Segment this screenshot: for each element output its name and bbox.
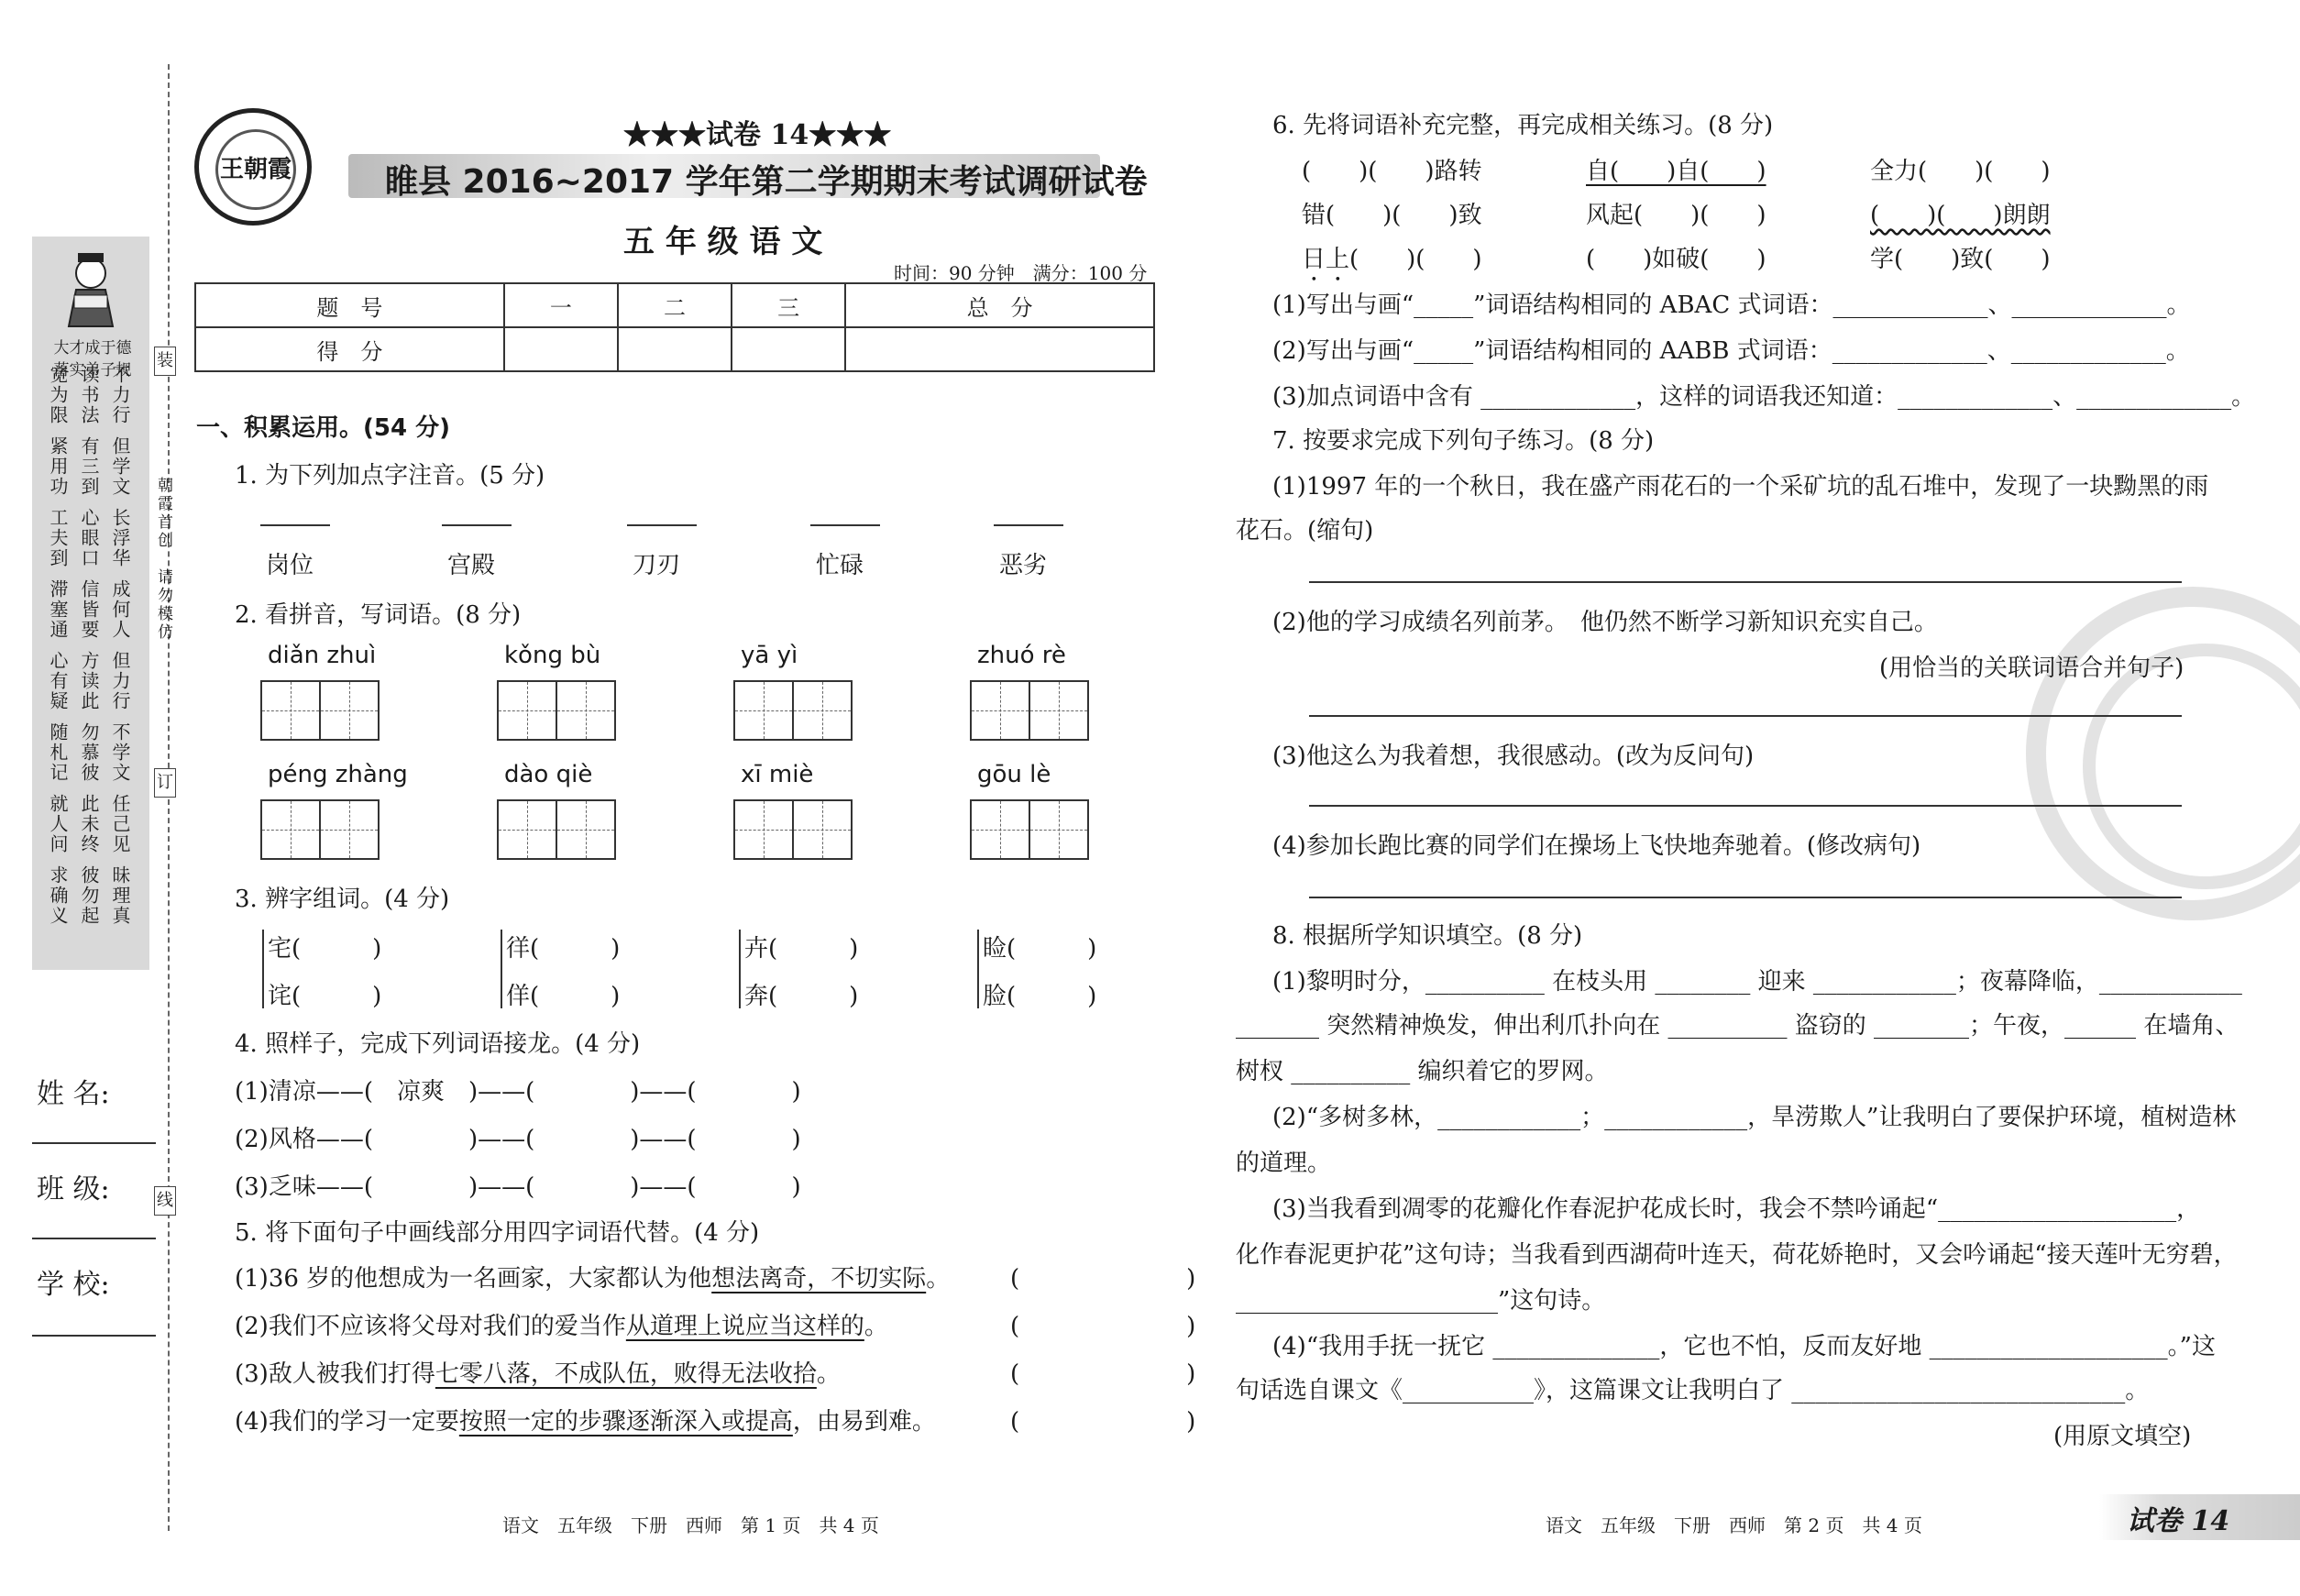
- q8-line: ______________________”这句诗。: [1236, 1287, 1606, 1315]
- tianzige-box[interactable]: [1029, 680, 1089, 741]
- q8-line: (2)“多树多林，____________；____________，旱涝欺人”让我明白了要保护环境，植树造林: [1272, 1104, 2237, 1131]
- q5-sentence: [235, 1260, 950, 1293]
- q3-item: 佯( ): [506, 983, 621, 1010]
- q6-cell: ( )如破( ): [1586, 246, 1766, 273]
- q1-pinyin-line[interactable]: [260, 524, 330, 526]
- motto-column: 求确义: [47, 865, 69, 926]
- score-input-cell[interactable]: [845, 327, 1154, 371]
- tianzige-box[interactable]: [497, 799, 557, 860]
- q6-cell: ( )( )路转: [1302, 158, 1482, 185]
- motto-column: 不力行: [109, 365, 131, 425]
- q6-cell: 学( )致( ): [1870, 246, 2051, 273]
- paper-tag: ★★★试卷 14★★★: [623, 119, 892, 151]
- seal-char-1: 装: [154, 347, 176, 376]
- q8-line: 句话选自课文《___________》，这篇课文让我明白了 ____________________________。: [1236, 1377, 2150, 1404]
- motto-column: 但力行: [109, 651, 131, 711]
- q2-character-boxes[interactable]: [970, 799, 1087, 864]
- tianzige-box[interactable]: [733, 680, 794, 741]
- tianzige-box[interactable]: [319, 799, 380, 860]
- side-note-2: 请勿模仿: [154, 568, 172, 642]
- tianzige-box[interactable]: [556, 680, 616, 741]
- motto-column: 信皆要: [78, 579, 100, 640]
- class-label: 班 级:: [37, 1173, 110, 1205]
- q5-sentence: [235, 1403, 936, 1436]
- q8-line: 的道理。: [1236, 1150, 1332, 1177]
- q3-item: 徉( ): [506, 935, 621, 963]
- binding-line: [168, 64, 170, 1531]
- q2-character-boxes[interactable]: [497, 799, 614, 864]
- motto-column: 宽为限: [47, 365, 69, 425]
- motto-column: 勿慕彼: [78, 722, 100, 783]
- q1-pinyin-line[interactable]: [810, 524, 880, 526]
- q8-line: 树杈 __________ 编织着它的罗网。: [1236, 1058, 1609, 1085]
- paper-badge: 试卷 14: [2127, 1505, 2230, 1537]
- q2-pinyin: yā yì: [741, 642, 798, 669]
- time-info: 时间：90 分钟 满分：100 分: [894, 262, 1148, 284]
- tianzige-box[interactable]: [970, 799, 1030, 860]
- q7-s4: (4)参加长跑比赛的同学们在操场上飞快地奔驰着。(修改病句): [1272, 832, 1921, 860]
- motto-column: 滞塞通: [47, 579, 69, 640]
- tianzige-box[interactable]: [319, 680, 380, 741]
- q5-text: 。: [926, 1265, 951, 1293]
- q6-cell: ( )( )朗朗: [1870, 202, 2051, 229]
- q2-character-boxes[interactable]: [733, 680, 851, 744]
- class-line[interactable]: [32, 1238, 156, 1239]
- q1-title: 1. 为下列加点字注音。(5 分): [235, 462, 545, 490]
- score-input-cell[interactable]: [732, 327, 845, 371]
- watermark-seal: [2026, 587, 2300, 920]
- q6-cell: 错( )( )致: [1302, 202, 1482, 229]
- motto-column: 心眼口: [78, 508, 100, 568]
- q5-text: 。: [816, 1360, 841, 1388]
- q5-sentence: [235, 1355, 841, 1389]
- motto-line2: 落实弟子规: [53, 361, 132, 380]
- section1-title: 一、积累运用。(54 分): [196, 414, 450, 442]
- q2-character-boxes[interactable]: [260, 799, 378, 864]
- q3-item: 诧( ): [268, 983, 382, 1010]
- q5-sentence: [235, 1307, 888, 1341]
- motto-column: 心有疑: [47, 651, 69, 711]
- q5-text: (3)敌人被我们打得: [235, 1360, 435, 1388]
- tianzige-box[interactable]: [260, 799, 321, 860]
- q1-word: 忙碌: [816, 552, 864, 579]
- seal-char-3: 线: [154, 1186, 176, 1216]
- school-line[interactable]: [32, 1335, 156, 1337]
- footer-left: 语文 五年级 下册 西师 第 1 页 共 4 页: [502, 1514, 879, 1536]
- q2-pinyin: péng zhàng: [268, 761, 408, 788]
- q7-answer-line-2[interactable]: [1309, 715, 2182, 717]
- motto-column: 成何人: [109, 579, 131, 640]
- q8-line: _______ 突然精神焕发，伸出利爪扑向在 __________ 盗窃的 ________；午夜，______ 在墙角、: [1236, 1012, 2239, 1040]
- q5-underlined: 想法离奇，不切实际: [711, 1265, 927, 1293]
- tianzige-box[interactable]: [733, 799, 794, 860]
- q5-underlined: 按照一定的步骤逐渐深入或提高: [458, 1408, 793, 1436]
- q1-pinyin-line[interactable]: [442, 524, 512, 526]
- q6-cell: 日上( )( ): [1302, 246, 1482, 273]
- q7-s1b: 花石。(缩句): [1236, 517, 1374, 545]
- tianzige-box[interactable]: [260, 680, 321, 741]
- score-value-row: [195, 327, 1154, 371]
- brand-logo-text: 王朝霞: [215, 129, 296, 210]
- q3-item: 宅( ): [268, 935, 382, 963]
- motto-column: 昧理真: [109, 865, 131, 926]
- q2-character-boxes[interactable]: [497, 680, 614, 744]
- tianzige-box[interactable]: [970, 680, 1030, 741]
- motto-column: 就人问: [47, 794, 69, 854]
- tianzige-box[interactable]: [497, 680, 557, 741]
- motto-column: 长浮华: [109, 508, 131, 568]
- subject-title: 五 年 级 语 文: [623, 224, 823, 260]
- q2-title: 2. 看拼音，写词语。(8 分): [235, 601, 522, 629]
- motto-column: 随札记: [47, 722, 69, 783]
- q2-pinyin: gōu lè: [977, 761, 1051, 788]
- q3-title: 3. 辨字组词。(4 分): [235, 886, 450, 913]
- q2-character-boxes[interactable]: [260, 680, 378, 744]
- tianzige-box[interactable]: [792, 680, 853, 741]
- q7-s2: (2)他的学习成绩名列前茅。 他仍然不断学习新知识充实自己。: [1272, 609, 1938, 636]
- motto-column: 但学文: [109, 436, 131, 497]
- side-note-1: 朝霞首创: [154, 477, 172, 550]
- score-header-row: [195, 283, 1154, 327]
- q8-line: 化作春泥更护花”这句诗；当我看到西湖荷叶连天，荷花娇艳时，又会吟诵起“接天莲叶无穷碧，: [1236, 1241, 2238, 1269]
- q7-s1a: (1)1997 年的一个秋日，我在盛产雨花石的一个采矿坑的乱石堆中，发现了一块黝黑的雨: [1272, 473, 2209, 501]
- motto-columns: [48, 365, 139, 926]
- q3-brace: [262, 930, 264, 1008]
- q5-text: (1)36 岁的他想成为一名画家，大家都认为他: [235, 1265, 712, 1293]
- q6-cell: 自( )自( ): [1586, 158, 1766, 185]
- footer-right: 语文 五年级 下册 西师 第 2 页 共 4 页: [1546, 1514, 1922, 1536]
- name-label: 姓 名:: [37, 1078, 110, 1110]
- q2-pinyin: kǒng bù: [504, 642, 601, 669]
- q1-word: 恶劣: [999, 552, 1048, 579]
- score-head-cell: 总 分: [845, 283, 1154, 327]
- name-line[interactable]: [32, 1142, 156, 1144]
- q5-text: 。: [864, 1313, 888, 1340]
- score-label-cell: 得 分: [195, 327, 504, 371]
- score-table: [194, 282, 1155, 372]
- tianzige-box[interactable]: [1029, 799, 1089, 860]
- score-input-cell[interactable]: [504, 327, 618, 371]
- q5-answer-paren[interactable]: ( ): [1010, 1360, 1196, 1388]
- motto-column: 读书法: [78, 365, 100, 425]
- q7-answer-line-1[interactable]: [1309, 581, 2182, 583]
- exam-title: 睢县 2016~2017 学年第二学期期末考试调研试卷: [385, 163, 1148, 201]
- q3-item: 睑( ): [983, 935, 1097, 963]
- motto-line1: 大才成于德: [53, 339, 132, 358]
- q2-character-boxes[interactable]: [970, 680, 1087, 744]
- q3-item: 脸( ): [983, 983, 1097, 1010]
- q4-row: (2)风格——( )——( )——( ): [235, 1126, 801, 1153]
- q4-row: (1)清凉——( 凉爽 )——( )——( ): [235, 1078, 801, 1106]
- q3-item: 卉( ): [744, 935, 859, 963]
- q4-row: (3)乏味——( )——( )——( ): [235, 1173, 801, 1201]
- seal-char-2: 订: [154, 768, 176, 798]
- school-label: 学 校:: [37, 1269, 110, 1301]
- q5-answer-paren[interactable]: ( ): [1010, 1313, 1196, 1340]
- motto-column: 不学文: [109, 722, 131, 783]
- q2-pinyin: diǎn zhuì: [268, 642, 377, 669]
- q3-brace: [501, 930, 502, 1008]
- q6-title: 6. 先将词语补充完整，再完成相关练习。(8 分): [1272, 112, 1774, 139]
- q7-s3: (3)他这么为我着想，我很感动。(改为反问句): [1272, 743, 1755, 770]
- q5-underlined: 七零八落，不成队伍，败得无法收拾: [435, 1360, 817, 1388]
- tianzige-box[interactable]: [556, 799, 616, 860]
- score-head-cell: 三: [732, 283, 845, 327]
- q7-answer-line-4[interactable]: [1309, 897, 2182, 898]
- q8-line: (3)当我看到凋零的花瓣化作春泥护花成长时，我会不禁吟诵起“____________________，: [1272, 1195, 2201, 1223]
- score-head-cell: 二: [618, 283, 732, 327]
- brand-logo: [194, 108, 312, 226]
- q2-pinyin: zhuó rè: [977, 642, 1066, 669]
- q6-cell: 全力( )( ): [1870, 158, 2051, 185]
- q7-answer-line-3[interactable]: [1309, 805, 2182, 807]
- q1-pinyin-line[interactable]: [994, 524, 1063, 526]
- q2-character-boxes[interactable]: [733, 799, 851, 864]
- q6-sub1: (1)写出与画“_____”词语结构相同的 ABAC 式词语：_____________、_____________。: [1272, 292, 2191, 319]
- q8-line: (4)“我用手抚一抚它 ______________，它也不怕，反而友好地 ____________________。”这: [1272, 1333, 2216, 1360]
- motto-column: 此未终: [78, 794, 100, 854]
- q6-sub2: (2)写出与画“_____”词语结构相同的 AABB 式词语：_____________、_____________。: [1272, 337, 2190, 365]
- q5-text: (2)我们不应该将父母对我们的爱当作: [235, 1313, 626, 1340]
- motto-column: 方读此: [78, 651, 100, 711]
- q5-title: 5. 将下面句子中画线部分用四字词语代替。(4 分): [235, 1219, 760, 1247]
- q5-underlined: 从道理上说应当这样的: [625, 1313, 864, 1340]
- q7-s2-req: (用恰当的关联词语合并句子): [1879, 655, 2184, 682]
- q8-title: 8. 根据所学知识填空。(8 分): [1272, 922, 1583, 950]
- q6-sub3: (3)加点词语中含有 _____________，这样的词语我还知道：_____________、_____________。: [1272, 383, 2256, 411]
- q3-brace: [977, 930, 979, 1008]
- tianzige-box[interactable]: [792, 799, 853, 860]
- q5-answer-paren[interactable]: ( ): [1010, 1408, 1196, 1436]
- q5-text: ，由易到难。: [792, 1408, 936, 1436]
- score-input-cell[interactable]: [618, 327, 732, 371]
- motto-column: 工夫到: [47, 508, 69, 568]
- q5-answer-paren[interactable]: ( ): [1010, 1265, 1196, 1293]
- motto-column: 任己见: [109, 794, 131, 854]
- q1-word: 刀刃: [633, 552, 681, 579]
- q3-brace: [739, 930, 741, 1008]
- q1-word: 宫殿: [447, 552, 496, 579]
- q1-word: 岗位: [266, 552, 314, 579]
- q5-text: (4)我们的学习一定要: [235, 1408, 459, 1436]
- q6-cell: 风起( )( ): [1586, 202, 1766, 229]
- q3-item: 奔( ): [744, 983, 859, 1010]
- score-head-cell: 一: [504, 283, 618, 327]
- scholar-illustration: [52, 248, 129, 330]
- q1-pinyin-line[interactable]: [627, 524, 697, 526]
- q2-pinyin: xī miè: [741, 761, 814, 788]
- motto-column: 紧用功: [47, 436, 69, 497]
- q4-title: 4. 照样子，完成下列词语接龙。(4 分): [235, 1030, 641, 1058]
- q7-title: 7. 按要求完成下列句子练习。(8 分): [1272, 427, 1655, 455]
- q8-note: (用原文填空): [2053, 1423, 2192, 1450]
- motto-column: 有三到: [78, 436, 100, 497]
- motto-column: 彼勿起: [78, 865, 100, 926]
- q2-pinyin: dào qiè: [504, 761, 593, 788]
- score-head-cell: 题 号: [195, 283, 504, 327]
- q8-line: (1)黎明时分，__________ 在枝头用 ________ 迎来 ____________；夜幕降临，____________: [1272, 968, 2242, 996]
